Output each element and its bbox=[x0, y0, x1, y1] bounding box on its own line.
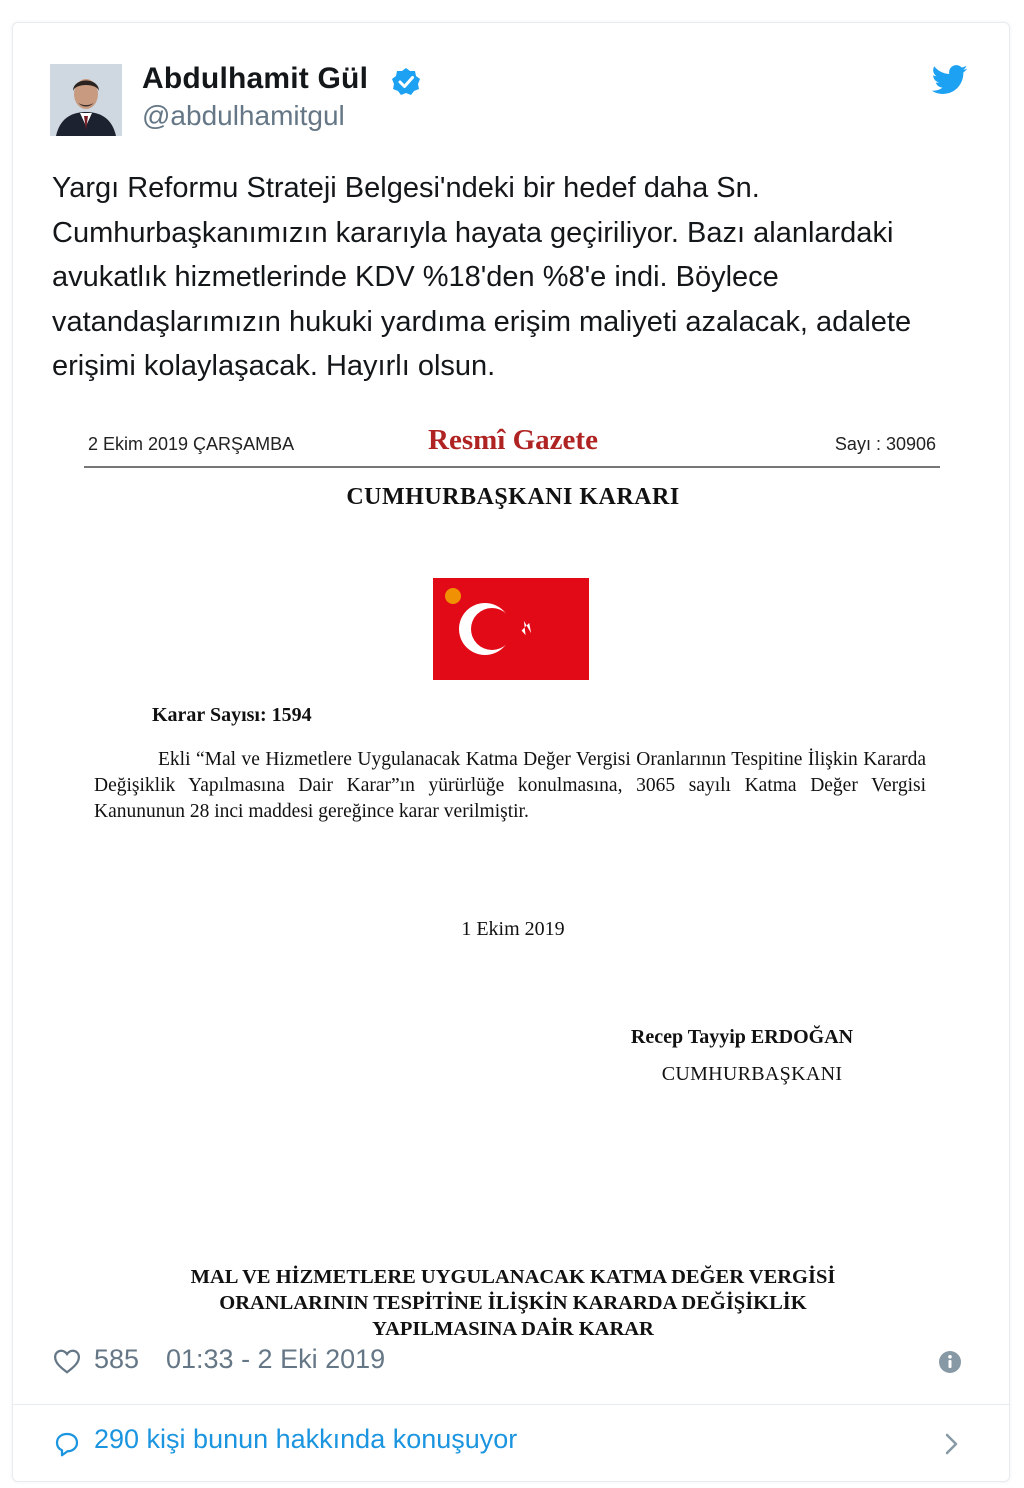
heart-icon[interactable] bbox=[52, 1346, 82, 1376]
gazette-divider bbox=[84, 466, 940, 468]
decision-number: Karar Sayısı: 1594 bbox=[152, 704, 312, 726]
annex-title bbox=[52, 1264, 974, 1342]
gazette-heading: CUMHURBAŞKANI KARARI bbox=[346, 484, 680, 510]
twitter-bird-icon[interactable] bbox=[932, 64, 968, 96]
verified-badge-icon bbox=[390, 66, 422, 98]
gazette-title: Resmî Gazete bbox=[428, 424, 598, 456]
conversation-link[interactable] bbox=[52, 1424, 972, 1464]
avatar-image bbox=[50, 64, 122, 136]
conversation-count-text[interactable]: 290 kişi bunun hakkında konuşuyor bbox=[94, 1424, 518, 1454]
tweet-meta-row bbox=[52, 1344, 972, 1380]
gazette-image[interactable] bbox=[52, 412, 974, 1340]
reply-bubble-icon bbox=[52, 1429, 82, 1459]
signer-title: CUMHURBAŞKANI bbox=[661, 1063, 843, 1085]
annex-title-line-3: YAPILMASINA DAİR KARAR bbox=[372, 1318, 654, 1340]
footer-divider bbox=[12, 1404, 1010, 1405]
gazette-date: 2 Ekim 2019 ÇARŞAMBA bbox=[88, 434, 295, 454]
author-name[interactable]: Abdulhamit Gül bbox=[142, 62, 369, 95]
tweet-timestamp[interactable]: 01:33 - 2 Eki 2019 bbox=[166, 1344, 386, 1374]
avatar[interactable] bbox=[50, 64, 122, 136]
turkish-flag-icon bbox=[433, 578, 589, 680]
gazette-issue-number: Sayı : 30906 bbox=[834, 434, 936, 454]
chevron-right-icon[interactable] bbox=[942, 1430, 962, 1458]
annex-title-line-1: MAL VE HİZMETLERE UYGULANACAK KATMA DEĞER VERGİSİ bbox=[190, 1266, 836, 1288]
decision-body-text: Ekli “Mal ve Hizmetlere Uygulanacak Katma Değer Vergisi Oranlarının Tespitine İlişkin Kararda Değişiklik Yapılmasına Dair Karar”ın yürürlüğe konulmasına, 3065 sayılı Katma Değer Vergisi Kanununun 28 inci maddesi gereğince karar verilmiştir. bbox=[94, 749, 926, 822]
info-icon[interactable] bbox=[938, 1350, 962, 1374]
decision-body bbox=[94, 747, 926, 825]
annex-title-line-2: ORANLARININ TESPİTİNE İLİŞKİN KARARDA DEĞİŞİKLİK bbox=[219, 1292, 807, 1314]
tweet-text: Yargı Reformu Strateji Belgesi'ndeki bir hedef daha Sn. Cumhurbaşkanımızın kararıyla hayata geçiriliyor. Bazı alanlardaki avukatlık hizmetlerinde KDV %18'den %8'e indi. Böylece vatandaşlarımızın hukuki yardıma erişim maliyeti azalacak, adalete erişimi kolaylaşacak. Hayırlı olsun. bbox=[52, 172, 912, 382]
author-handle[interactable]: @abdulhamitgul bbox=[142, 100, 345, 131]
signer-name: Recep Tayyip ERDOĞAN bbox=[630, 1026, 854, 1048]
like-count[interactable]: 585 bbox=[94, 1344, 140, 1374]
signature-date: 1 Ekim 2019 bbox=[461, 918, 565, 940]
